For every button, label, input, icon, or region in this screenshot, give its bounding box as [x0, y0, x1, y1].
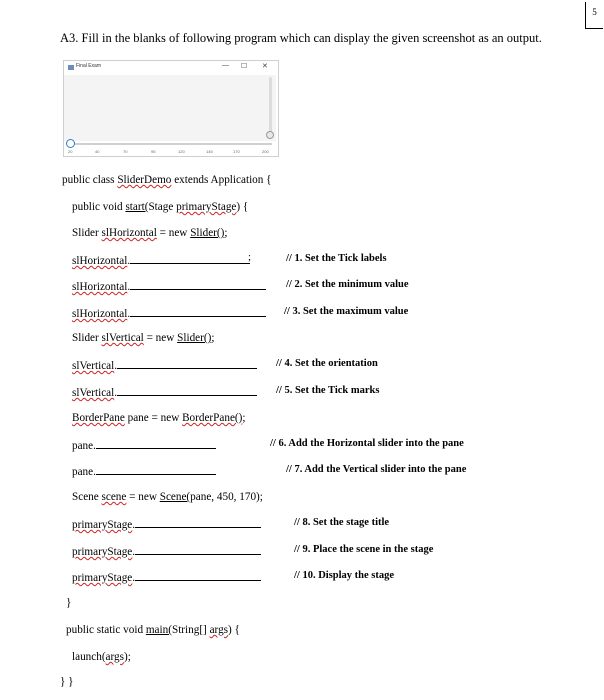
tick-label: 120	[178, 149, 185, 154]
answer-blank-9[interactable]	[135, 544, 261, 555]
code-line-blank-2: slHorizontal.	[72, 279, 266, 293]
minimize-icon[interactable]: —	[222, 62, 229, 69]
comment-5: // 5. Set the Tick marks	[276, 385, 380, 396]
answer-blank-6[interactable]	[96, 438, 216, 449]
code-line-blank-4: slVertical.	[72, 358, 257, 372]
code-line-start: public void start(Stage primaryStage) {	[72, 201, 249, 213]
comment-1: // 1. Set the Tick labels	[286, 253, 387, 264]
tick-label: 170	[233, 149, 240, 154]
answer-blank-1[interactable]: ;	[130, 253, 250, 264]
answer-blank-10[interactable]	[135, 570, 261, 581]
close-icon[interactable]: ✕	[262, 63, 268, 70]
comment-7: // 7. Add the Vertical slider into the pane	[286, 464, 467, 475]
app-icon	[68, 65, 74, 70]
comment-3: // 3. Set the maximum value	[284, 306, 409, 317]
answer-blank-8[interactable]	[135, 517, 261, 528]
tick-label: 20	[68, 149, 73, 154]
tick-labels	[68, 149, 274, 156]
answer-blank-4[interactable]	[117, 358, 257, 369]
code-line-scene: Scene scene = new Scene(pane, 450, 170);	[72, 491, 263, 503]
code-line-launch: launch(args);	[72, 651, 131, 663]
vertical-slider-thumb[interactable]	[266, 131, 274, 139]
answer-blank-2[interactable]	[130, 279, 266, 290]
code-line-blank-9: primaryStage.	[72, 544, 261, 558]
maximize-icon[interactable]: ☐	[241, 63, 248, 70]
code-line-class: public class SliderDemo extends Application {	[62, 174, 272, 186]
score-value: 5	[592, 7, 597, 17]
code-line-blank-10: primaryStage.	[72, 570, 261, 584]
code-line-borderpane: BorderPane pane = new BorderPane();	[72, 412, 246, 424]
code-line-blank-1: slHorizontal. ;	[72, 251, 252, 267]
comment-6: // 6. Add the Horizontal slider into the pane	[270, 438, 464, 449]
code-line-blank-7: pane.	[72, 464, 216, 478]
code-line-blank-8: primaryStage.	[72, 517, 261, 531]
comment-4: // 4. Set the orientation	[276, 358, 378, 369]
answer-blank-7[interactable]	[96, 464, 216, 475]
code-close-class: } }	[60, 676, 74, 688]
window-title: Final Exam	[76, 63, 102, 69]
tick-label: 40	[95, 149, 100, 154]
code-line-blank-3: slHorizontal.	[72, 306, 266, 320]
screenshot-window	[63, 60, 279, 157]
question-text: A3. Fill in the blanks of following program which can display the given screenshot as an output.	[60, 31, 542, 45]
score-box	[585, 2, 603, 29]
code-close-start: }	[66, 597, 72, 609]
comment-9: // 9. Place the scene in the stage	[294, 544, 434, 555]
answer-blank-3[interactable]	[130, 306, 266, 317]
tick-label: 95	[151, 149, 156, 154]
code-line-blank-6: pane.	[72, 438, 216, 452]
code-line-main: public static void main(String[] args) {	[66, 624, 240, 636]
comment-2: // 2. Set the minimum value	[286, 279, 409, 290]
vertical-slider-track[interactable]	[269, 77, 272, 137]
horizontal-slider-track[interactable]	[68, 143, 272, 145]
code-line-hslider: Slider slHorizontal = new Slider();	[72, 227, 228, 239]
horizontal-slider-thumb[interactable]	[66, 139, 75, 148]
comment-10: // 10. Display the stage	[294, 570, 395, 581]
tick-label: 200	[262, 149, 269, 154]
code-line-vslider: Slider slVertical = new Slider();	[72, 332, 215, 344]
tick-label: 70	[123, 149, 128, 154]
comment-8: // 8. Set the stage title	[294, 517, 390, 528]
window-titlebar	[64, 61, 278, 75]
window-content	[64, 75, 276, 141]
code-line-blank-5: slVertical.	[72, 385, 257, 399]
answer-blank-5[interactable]	[117, 385, 257, 396]
tick-label: 145	[206, 149, 213, 154]
